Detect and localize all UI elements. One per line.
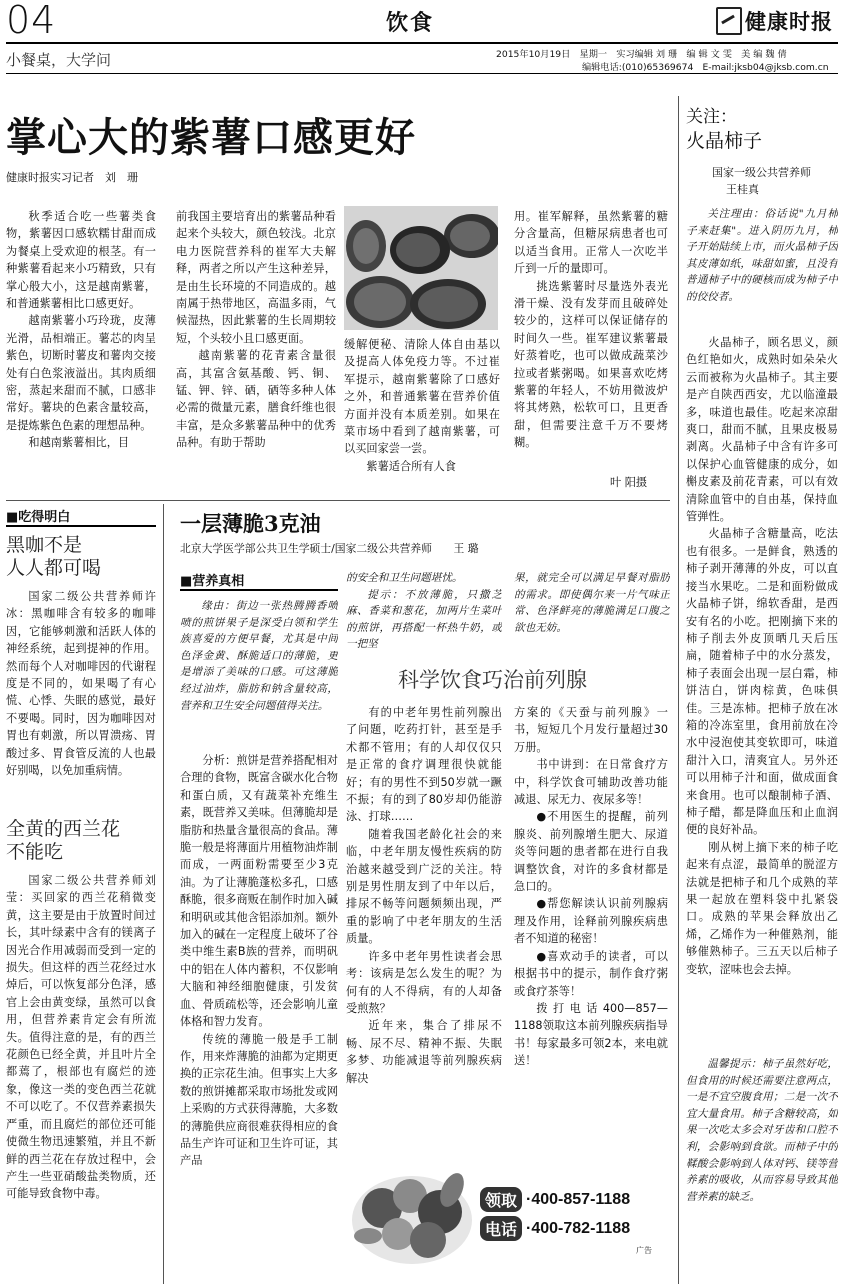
sidebar-author-2: 王桂真 [726,183,759,196]
header-top-rule [6,42,838,44]
paragraph: 近年来，集合了排尿不畅、尿不尽、精神不振、失眠多梦、功能减退等前列腺疾病解决 [346,1019,502,1085]
paragraph: 关注理由：俗话说"九月柿子来赶集"。进入阴历九月，柿子开始陆续上市，而火晶柿子因其皮薄如纸，味甜如蜜，且没有普通柿子中的硬核而成为柿子中的佼佼者。 [686,208,838,303]
paragraph: 随着我国老龄化社会的来临，中老年朋友慢性疾病的防治越来越受到广泛的关注。特别是男性朋友到了中年以后，排尿不畅等问题频频出现，严重的影响了中老年朋友的生活质量。 [346,827,502,946]
sidebar-reason [686,206,838,324]
ad-phone-2: ·400-782-1188 [526,1219,631,1237]
paragraph: 火晶柿子，顾名思义，颜色红艳如火，成熟时如朵朵火云而被称为火晶柿子。其主要是产自陕西西安，尤以临潼最多，味道也最佳。吃起来凉甜爽口，甜而不腻，且果皮极易剥离。火晶柿子中含有许多可以保护心血管健康的成分，如槲皮素及前花青素，可以有效清除血管中的自由基，保持血管弹性。 [686,336,838,524]
main-byline: 健康时报实习记者 刘 珊 [6,171,138,184]
paragraph: 国家二级公共营养师许冰：黑咖啡含有较多的咖啡因，它能够刺激和活跃人体的神经系统，起到提神的作用。然而每个人对咖啡因的代谢程度是不同的，如果喝了有心慌、心悸、失眠的感觉，最好不要喝。同时，因为咖啡因对胃也有刺激，所以胃溃疡、胃酸过多、胃食管反流的人也最好别喝，以免加重病情。 [6,590,156,778]
paragraph: 方案的《天蚕与前列腺》一书，短短几个月发行量超过30万册。 [514,706,668,754]
paragraph: 有的中老年男性前列腺出了问题，吃药打针，甚至是手术都不管用；有的人却仅仅只是正常的食疗调理很快就能好；有的男性不到50岁就一蹶不振；有的到了80岁却仍能游泳、打球…… [346,706,502,824]
nutrition-truth-heading: ■营养真相 [180,574,245,589]
main-article-divider [6,500,670,501]
paragraph: 提示：不放薄脆，只撒芝麻、香菜和葱花，加两片生菜叶的煎饼，再搭配一杯热牛奶，或一把坚 [346,588,502,651]
sidebar-author-1: 国家一级公共营养师 [712,166,811,179]
page-number: 04 [6,0,57,42]
paragraph: 秋季适合吃一些薯类食物，紫薯因口感软糯甘甜而成为餐桌上受欢迎的根茎。有一种紫薯看起来小巧精致，只有掌心般大小，这是越南紫薯，和普通紫薯相比口感更好。 [6,210,156,311]
paragraph: 用。崔军解释，虽然紫薯的糖分含量高，但糖尿病患者也可以适当食用。正常人一次吃半斤到一斤的量即可。 [514,210,668,276]
ad-phone-1: ·400-857-1188 [526,1190,631,1208]
paragraph: 分析：煎饼是营养搭配相对合理的食物，既富含碳水化合物和蛋白质，又有蔬菜补充维生素，既营养又美味。但薄脆却是脂肪和热量含量很高的食品。薄脆一般是将薄面片用植物油炸制而成，一两面粉需要至少3克油。为了让薄脆蓬松多孔，口感酥脆，很多商贩在制作时加入碱和明矾或其他含铝添加剂。额外加入的碱在一定程度上破坏了谷类中维生素B族的营养，而明矾中的铝在人体内蓄积，不仅影响大脑和神经细胞健康，引发贫血、骨质疏松等，还会影响儿童体格和智力发育。 [180,754,338,1029]
coffee-item-body [6,588,156,814]
coffee-item-title-2: 人人都可喝 [6,557,102,579]
paragraph: 越南紫薯的花青素含量很高，其富含氨基酸、钙、铜、锰、钾、锌、硒，硒等多种人体必需的微量元素，膳食纤维也很丰富，是众多紫薯品种中的优秀品种。有助于帮助 [176,349,336,450]
paragraph: 书中讲到：在日常食疗方中，科学饮食可辅助改善功能减退、尿无力、夜尿多等！ [514,758,668,807]
paragraph: 前我国主要培育出的紫薯品种看起来个头较大，颜色较浅。北京电力医院营养科的崔军大夫解释，两者之所以产生这种差异，是由生长环境的不同造成的。越南属于热带地区，高温多雨，气候湿热，因此紫薯的生长周期较短，个头较小且口感更面。 [176,210,336,345]
vegetable-ad-image [348,1150,476,1268]
nutrition-truth-rule [180,589,338,591]
header-bottom-rule [6,73,838,74]
paragraph: 刚从树上摘下来的柿子吃起来有点涩，最简单的脱涩方法就是把柿子和几个成熟的苹果一起放在塑料袋中扎紧袋口。成熟的苹果会释放出乙烯，乙烯作为一种催熟剂，能够催熟柿子。三五天以后柿子变软，涩味也会去掉。 [686,840,838,976]
paragraph: 传统的薄脆一般是手工制作，用来炸薄脆的油都为定期更换的正宗花生油。但事实上大多数的煎饼摊都采取市场批发或网上采购的方式获得薄脆，大多数的薄脆供应商很难获得相应的食品生产许可证和卫生许可证，其产品 [180,1032,338,1168]
crispy-right-body [514,570,670,654]
paragraph: 紫薯适合所有人食 [366,459,456,473]
paragraph: 果，就完全可以满足早餐对脂肪的需求。即使偶尔来一片气味正常、色泽鲜亮的薄脆满足口腹之欲也无妨。 [514,572,670,634]
main-headline: 掌心大的紫薯口感更好 [6,114,416,161]
paragraph: 和越南紫薯相比，目 [28,436,130,450]
newspaper-logo [716,6,833,36]
sidebar-tip [686,1056,838,1284]
broccoli-item-title-2: 不能吃 [6,841,64,863]
paragraph: 挑选紫薯时尽量选外表光滑干燥、没有发芽而且破碎处较少的，这样可以保证储存的时间久一些。崔军建议紫薯最好蒸着吃，也可以做成蔬菜沙拉或者紫粥喝。如果喜欢吃烤紫薯的年轻人，不妨用微波炉将其烤熟，松软可口，且更香甜，但需要注意千万不要烤糊。 [514,279,668,450]
eat-clear-heading: ■吃得明白 [6,510,71,525]
coffee-item-title-1: 黑咖不是 [6,534,83,556]
main-article-col-1 [6,208,156,498]
paragraph: 拨打电话400—857—1188领取这本前列腺疾病指导书！每家最多可领2本，来电就送！ [514,1001,668,1068]
main-article-col-2 [176,208,336,498]
main-article-col-4 [514,208,668,478]
ad-phone-row-2 [480,1216,630,1241]
meta-line-1: 2015年10月19日 星期一 实习编辑 刘 珊 编 辑 文 雯 美 编 魏 倩 [496,49,787,60]
logo-mark-icon [716,7,742,35]
sidebar-body [686,334,838,1054]
right-column-divider [678,96,679,1284]
crispy-left-body [180,752,338,1284]
sidebar-title-2: 火晶柿子 [686,130,763,152]
paragraph: ●帮您解读认识前列腺病理及作用，诠释前列腺疾病患者不知道的秘密！ [514,897,668,946]
ad-label-phone: 电话 [480,1216,522,1241]
broccoli-item-body [6,872,156,1282]
prostate-col-1 [346,704,502,1142]
logo-text: 健康时报 [745,9,833,34]
paragraph: ●不用医生的提醒，前列腺炎、前列腺增生肥大、尿道炎等问题的患者都在进行自我调整饮食，对许的多食材都是急口的。 [514,810,668,894]
paragraph: 许多中老年男性读者会思考：该病是怎么发生的呢？为何有的人不得病，有的人却备受煎熬？ [346,949,502,1015]
paragraph: 火晶柿子含糖量高，吃法也有很多。一是鲜食，熟透的柿子剥开薄薄的外皮，可以直接当水果吃。二是和面粉做成火晶柿子饼，绵软香甜，是西安有名的小吃。把刚摘下来的柿子削去外皮顶晒几天后压扁，随着柿子中的水分蒸发，柿子表面会出现一层白霜，柿饼洁白，饼肉棕黄，色味俱佳。三是冻柿。把柿子放在冰箱的冷冻室里，食用前放在冷水中浸泡使其变软即可，味道甜汁入口，清爽宜人。另外还可以用柿子汁和面，做成面食来食用。也可以酿制柿子酒、柿子醋，都是降血压和止血润便的良好补品。 [686,527,838,837]
section-title: 饮食 [386,11,435,36]
left-column-divider [163,504,164,1284]
broccoli-item-title-1: 全黄的西兰花 [6,818,121,840]
prostate-headline: 科学饮食巧治前列腺 [398,668,587,692]
crispy-headline: 一层薄脆3克油 [180,511,321,536]
photo-credit: 叶 阳摄 [610,476,648,489]
ad-phone-row-1 [480,1187,630,1212]
crispy-byline: 北京大学医学部公共卫生学硕士/国家二级公共营养师 王 璐 [180,542,479,555]
paragraph: 温馨提示：柿子虽然好吃，但食用的时候还需要注意两点，一是不宜空腹食用；二是一次不宜大量食用。柿子含糖较高，如果一次吃太多会对牙齿和口腔不利，会影响到食欲。而柿子中的鞣酸会影响到人体对钙、镁等营养素的吸收，从而容易导致其他营养素的缺乏。 [686,1058,838,1203]
crispy-left-italic [180,598,338,750]
crispy-mid-body [346,570,502,654]
paragraph: ●喜欢动手的读者，可以根据书中的提示，制作食疗粥或食疗茶等！ [514,949,668,998]
main-article-col-3 [344,336,500,496]
sweet-potato-photo [344,206,498,330]
meta-line-2: 编辑电话:(010)65369674 E-mail:jksb04@jksb.com.cn [582,62,829,73]
paragraph: 缘由：街边一张热腾腾香喷喷的煎饼果子是深受白领和学生族喜爱的方便早餐，尤其是中间色泽金黄、酥脆适口的薄脆，更是增添了美味的口感。可这薄脆经过油炸，脂肪和钠含量较高，营养和卫生安全问题值得关注。 [180,600,338,712]
paragraph: 越南紫薯小巧玲珑，皮薄光滑，品相端正。薯芯的肉呈紫色，切断时薯皮和薯肉交接处有白色浆液溢出。其肉质细密，蒸起来甜而不腻，口感非常好。薯块的色素含量较高，是提炼紫色色素的理想品种。 [6,314,156,432]
paragraph: 缓解便秘、清除人体自由基以及提高人体免疫力等。不过崔军提示，越南紫薯除了口感好之外，和普通紫薯在营养价值方面并没有本质差别。如果在菜市场中看到了越南紫薯，可以买回家尝一尝。 [344,338,500,456]
paragraph: 国家二级公共营养师刘莹：买回家的西兰花稍微变黄，这主要是由于放置时间过长，其叶绿素中含有的镁离子因光合作用减弱而受到一定的损失。但这样的西兰花经过水焯后，可以恢复部分色泽，感官上会由黄变绿，虽然可以食用，但营养素肯定会有所流失。值得注意的是，有的西兰花颜色已经全黄，并且叶片全都蔫了，根部也有腐烂的迹象，像这一类的变色西兰花就不可以吃了。不仅营养素损失严重，而且腐烂的部位还可能使微生物迅速繁殖，并且不新鲜的西兰花在存放过程中，会产生一些亚硝酸盐类物质，还可能导致食物中毒。 [6,874,156,1201]
paragraph: 的安全和卫生问题堪忧。 [346,572,463,584]
ad-tag: 广告 [636,1246,652,1255]
sidebar-title-1: 关注： [686,107,737,127]
prostate-col-2 [514,704,668,1142]
page-subtitle: 小餐桌，大学问 [6,51,112,69]
ad-label-receive: 领取 [480,1187,522,1212]
eat-clear-rule [6,525,156,527]
